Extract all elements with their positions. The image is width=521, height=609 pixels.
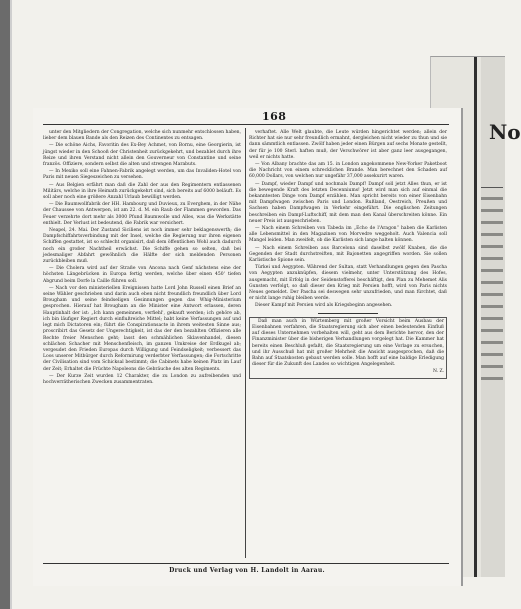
article-paragraph: Dieser Kampf mit Persien wird als Kriegsbeginn angesehen. <box>255 303 393 309</box>
newspaper-page <box>33 108 463 586</box>
back-page-text-line <box>481 329 503 332</box>
article-paragraph: — Die Cholera wird auf der Straße von Ancona nach Genf nächstens eine der höchsten Längebrücken in Europa fertig werden, welche über einen 450' tiefen Abgrund beim Dorfe la Caille führen soll. <box>43 266 241 284</box>
article-paragraph: — In Mexiko soll eine Fahnen-Fabrik angelegt werden, um das Invaliden-Hotel von Paris mit neuen Siegeszeichen zu versehen. <box>43 169 241 181</box>
article-paragraph: — Nach einem Schreiben aus Barcelona sind daselbst zwölf Knaben, die die Gegenden der Stadt durchstreiften, mit Bajonetten angegriffen worden. Sie sollen Karlistische Spione sein. <box>249 245 447 264</box>
imprint-footer: Druck und Verlag von H. Landolt in Aarau. <box>169 567 325 574</box>
article-paragraph: Türkei und Aegypten. Während der Sultan, statt Verhandlungen gegen den Pascha von Aegypten anzuknüpfen, diesem vielmehr, unter Unterstützung des Hofes, ausgemacht, mit Erfolg in der Seidenstofferei beschäftigt, den Plan zu Mehemet Alis Gunsten verfolgt, so daß dieser den Krieg mit Persien hofft, wird von Paris nichts Neues gemeldet. Der Pascha sei deswegen sehr unzufrieden, und man fürchtet, daß er nicht lange ruhig bleiben werde. <box>249 265 447 302</box>
header-rule <box>43 124 449 125</box>
article-paragraph: Neapel, 24. Mai. Der Zustand Siciliens ist noch immer sehr beklagenswerth; die Dampfschiffahrtsverbindung mit der Insel, welche die Regierung nur ihren eigenen Schiffen gestattet, ist so schlecht organisirt, daß dem öffentlichen Wohl auch dadurch noch ein großer Nachtheil erwächst. Die Schiffe gehen so selten, daß bei jedesmaliger Abfahrt gewöhnlich die Hälfte der sich meldenden Personen zurückbleiben muß. <box>43 228 241 265</box>
footer-rule <box>43 563 449 564</box>
article-paragraph: — Die schöne Aichs, Favoritin des Ex-Bey Achmet, von Bornu, eine Georgierin, ist jüngst wieder in den Schooß der Christenheit zurückgekehrt, und bezahlet durch ihre Reize und ihren Verstand nicht allein den Gouverneur von Constantine und seine französ. Offiziere, sondern selbst die alten und strengen Marabuts. <box>43 143 241 168</box>
back-page-text-line <box>481 281 503 284</box>
scan-border-left <box>0 0 10 609</box>
article-paragraph: — Aus Belgien erfährt man daß die Zahl der aus den Regimentern entlassenen Militärs, welche in ihre Heimath zurückgekehrt sind, sich bereits auf 6000 beläuft. Es soll aber noch eine größere Anzahl Urlaub bewilligt werden. <box>43 182 241 201</box>
back-page-text-line <box>481 221 503 224</box>
article-paragraph: — Die Baumwollfabrik der HH. Hambourg und Duvieux, zu Everghem, in der Nähe der Chaussee von Antwerpen, ist am 22. d. M. ein Raub der Flammen geworden. Das Feuer verzehrte dort mehr als 3000 Pfund Baumwolle und Alles, was die Werkstätte enthielt. Der Verlust ist bedeutend, die Fabrik war versichert. <box>43 202 241 226</box>
back-page-text-line <box>481 317 503 320</box>
scan-border-left-inner <box>10 0 12 609</box>
back-page-text-line <box>481 365 503 368</box>
left-column <box>43 130 241 387</box>
back-page-text-line <box>481 377 503 380</box>
back-page-text-line <box>481 353 503 356</box>
back-page-number-mark: No <box>489 120 521 144</box>
notice-signature: N. Z. <box>433 369 444 375</box>
book-edge-dark <box>474 57 477 577</box>
article-paragraph: unter den Mitgliedern der Congregation, welche sich nunmehr entschlossen haben, lieber dem blauen Bande als den Reizen des Continentes zu entsagen. <box>43 130 241 142</box>
notice-box <box>249 317 447 379</box>
right-column <box>249 130 447 379</box>
back-page-text-line <box>481 269 503 272</box>
back-page-text-line <box>481 245 503 248</box>
notice-text: Daß man auch in Würtemberg mit großer Vorsicht beim Ausbau der Eisenbahnen verfahren, die Staatsregierung sich aber einen bedeutenden Einfluß auf dieses Unternehmen vorbehalten will, geht aus dem Berichte hervor, den der Finanzminister über die bisherigen Verhandlungen vorgelegt hat. Die Kammer hat bereits einen Beschluß gefaßt, die Staatsregierung um eine Vorlage zu ersuchen, und ihr Ausschuß hat mit großer Mehrheit die Ansicht ausgesprochen, daß die Bahn auf Staatskosten gebaut werden solle. Man hofft auf eine baldige Erledigung dieser für die Zukunft des Landes so wichtigen Angelegenheit. <box>252 318 444 368</box>
back-page-text-line <box>481 197 503 200</box>
back-page-text-line <box>481 305 503 308</box>
back-page-text-line <box>481 293 503 296</box>
back-page-text-line <box>481 341 503 344</box>
column-divider <box>245 128 246 558</box>
back-page-text-line <box>481 257 503 260</box>
article-paragraph: — Nach einem Schreiben von Tabeda im „Echo de l'Aragon“ haben die Karlisten alle Lebensmittel in den Magazinen von Morvedre weggeholt. Auch Valencia soll Mangel leiden. Man zweifelt, ob die Karlisten sich lange halten können. <box>249 226 447 244</box>
article-paragraph: verhaftet. Alle Welt glaubte, die Leute würden hingerichtet werden; allein der Richter hat sie nur sehr freundlich ermahnt, dergleichen nicht wieder zu thun und sie dann sämmtlich entlassen. Zwölf haben jeder einen Bürgen auf sechs Monate gestellt, der für je 100 Sterl. haften muß, der Verschwörer ist aber ganz leer ausgegangen, weil er nichts hatte. <box>249 130 447 160</box>
article-paragraph: — Nach vor den ministeriellen Ereignissen hatte Lord John Russell einen Brief an seine Wähler geschrieben und darin auch eben nicht freundlich freundlich über Lord Brougham und seine feindseligen Gesinnungen gegen das Whig-Ministerium gesprochen. Hierauf hat Brougham an die Minister eine Antwort erlassen, deren Hauptinhalt der ist: „Ich kann gemeinnen, verfiehl', gekauft werden; ich gehöre ab, ich bin läufiger Regiert durch einflußreiche Mittel; habt keine Verfassungen auf und legt mich Dictatoren ein; führt die Conspirationsacte in ihrem weitesten Sinne aus; proscribirt das Gesetz der Ungerechtigkeit, ist das der den bezahlten Offizieren alle Rechte freier Menschen geht; lasst den schmählichen Sklavenhandel, diesen schlächen Schacher mit Menschenfleisch, im ganzen Umkreise der Erdkugel ab; vergeudet den Frieden Europas durch Willigung und Feindseligkeit; verbessert das Loos unserer Mitbürger durch Reformirung verderbter Verfassungen; die Fortschritte der Civilisation sind vom Schicksal bestimmt; die Cabinets habe keinen Platz im Lauf der Zeit; Erhaltet die Früchte Napoleons die Gebräuche des alten Regiments. <box>43 285 241 372</box>
article-paragraph: — Der Kurze Zeit wurden 12 Charakter, die zu London zu aufreibenden und hochverrätherischen Zwecken zusammentraten. <box>43 373 241 385</box>
article-paragraph: — Dampf, wieder Dampf und nochmals Dampf! Dampf soll jetzt Alles thun, er ist die bewegende Kraft des letzten Decenniums! Jetzt wird man sich auf einmal die bekanntesten Dinge vom Dampf erzählen. Man spricht bereits von einer Eisenbahn mit Dampfwagen zwischen Paris und London. Rußland, Oestreich, Preußen und Sachsen haben Dampfwagen in Verkehr eingeführt. Die englischen Zeitungen beschreiben ein Dampf-Luftschiff, mit dem man den Kanal überschreiten könne. Ein neuer Preis ist ausgeschrieben. <box>249 181 447 224</box>
page-number: 168 <box>262 110 287 123</box>
section-separator <box>318 313 378 314</box>
back-page-text-line <box>481 233 503 236</box>
back-page-text-line <box>481 209 503 212</box>
article-paragraph: — Von Albany brachte das am 15. in London angekommene New-Yorker Paketboot die Nachricht von einem schrecklichen Brande. Man berechnet den Schaden auf 60,000 Dollars, von welchen nur ungefähr 37,000 assekurirt waren. <box>249 162 447 180</box>
back-page-rule <box>481 187 503 188</box>
